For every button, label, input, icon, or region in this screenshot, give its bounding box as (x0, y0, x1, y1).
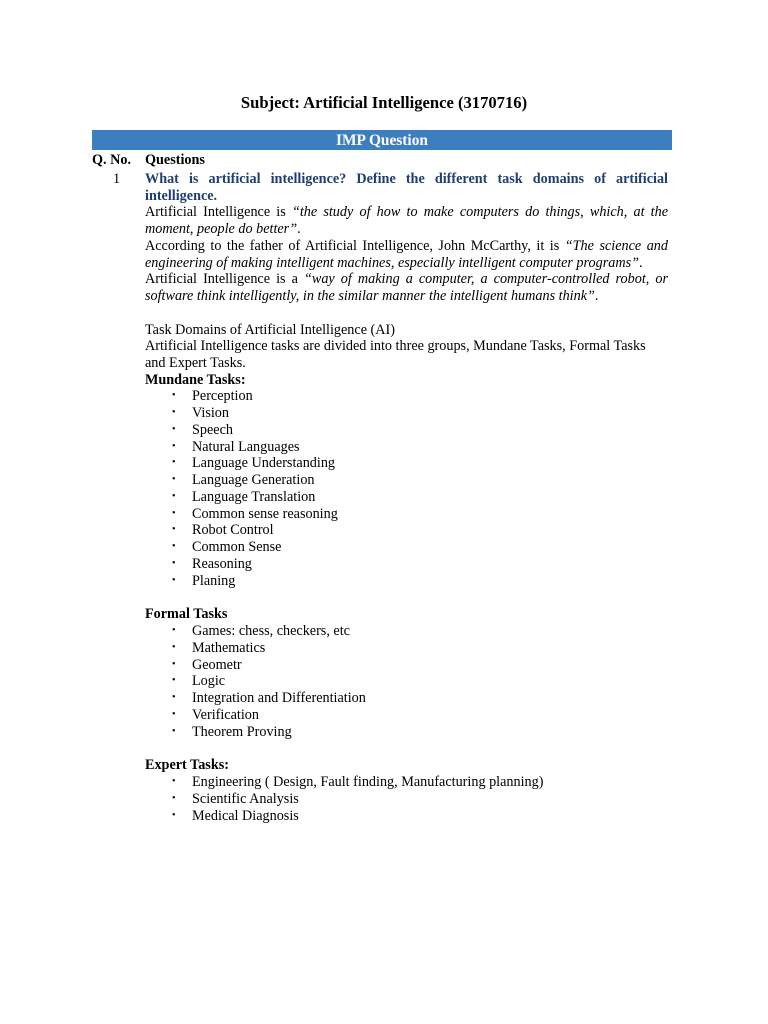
definition-3-quote: “way of making a computer, a computer-controlled robot, or software think intelligently, in the similar manner the intelligent humans think” (145, 271, 668, 304)
expert-tasks-list (145, 774, 668, 824)
question-content (145, 171, 668, 824)
list-item: • Logic (192, 673, 668, 690)
spacer (145, 740, 668, 757)
definition-1-pre: Artificial Intelligence is (145, 204, 292, 221)
column-header-questions: Questions (145, 152, 205, 168)
list-item: • Speech (192, 422, 668, 439)
spacer (145, 589, 668, 606)
mundane-tasks-list (145, 388, 668, 589)
list-item: • Language Understanding (192, 455, 668, 472)
task-domains-heading: Task Domains of Artificial Intelligence (AI) (145, 321, 395, 338)
list-item: • Theorem Proving (192, 724, 668, 741)
list-item: • Vision (192, 405, 668, 422)
definition-1-quote: “the study of how to make computers do things, which, at the moment, people do better” (145, 204, 669, 238)
list-item: • Mathematics (192, 640, 668, 657)
list-item: • Perception (192, 388, 668, 405)
list-item: • Scientific Analysis (192, 791, 668, 808)
definition-3-post: . (594, 287, 599, 304)
list-item: • Common Sense (192, 539, 668, 556)
list-item: • Natural Languages (192, 439, 668, 456)
list-item: • Integration and Differentiation (192, 690, 668, 707)
expert-tasks-title: Expert Tasks: (145, 757, 229, 774)
list-item: • Common sense reasoning (192, 506, 668, 523)
column-header-qno: Q. No. (92, 152, 132, 168)
definition-2-quote: “The science and engineering of making intelligent machines, especially intelligent computer programs” (145, 237, 668, 271)
imp-question-banner: IMP Question (92, 130, 672, 150)
list-item: • Language Generation (192, 472, 668, 489)
definition-3 (145, 271, 668, 304)
definition-2-post: . (638, 254, 643, 271)
list-item: • Reasoning (192, 556, 668, 573)
mundane-tasks-title: Mundane Tasks: (145, 371, 246, 388)
formal-tasks-list (145, 623, 668, 740)
subject-title: Subject: Artificial Intelligence (3170716) (240, 93, 528, 112)
list-item: • Planing (192, 573, 668, 590)
list-item: • Language Translation (192, 489, 668, 506)
definition-2 (145, 238, 668, 271)
definition-1-post: . (297, 221, 301, 238)
definition-2-pre: According to the father of Artificial Intelligence, John McCarthy, it is (145, 237, 565, 254)
question-title: What is artificial intelligence? Define the different task domains of artificial intelligence. (145, 171, 668, 204)
list-item: • Medical Diagnosis (192, 808, 668, 825)
list-item: • Geometr (192, 657, 668, 674)
task-domains-intro: Artificial Intelligence tasks are divided into three groups, Mundane Tasks, Formal Tasks and Expert Tasks. (145, 338, 646, 372)
list-item: • Engineering ( Design, Fault finding, Manufacturing planning) (192, 774, 668, 791)
list-item: • Robot Control (192, 522, 668, 539)
list-item: • Verification (192, 707, 668, 724)
definition-3-pre: Artificial Intelligence is a (145, 271, 304, 288)
spacer (145, 305, 668, 322)
list-item: • Games: chess, checkers, etc (192, 623, 668, 640)
formal-tasks-title: Formal Tasks (145, 606, 228, 623)
definition-1 (145, 204, 668, 237)
question-number: 1 (113, 171, 121, 187)
